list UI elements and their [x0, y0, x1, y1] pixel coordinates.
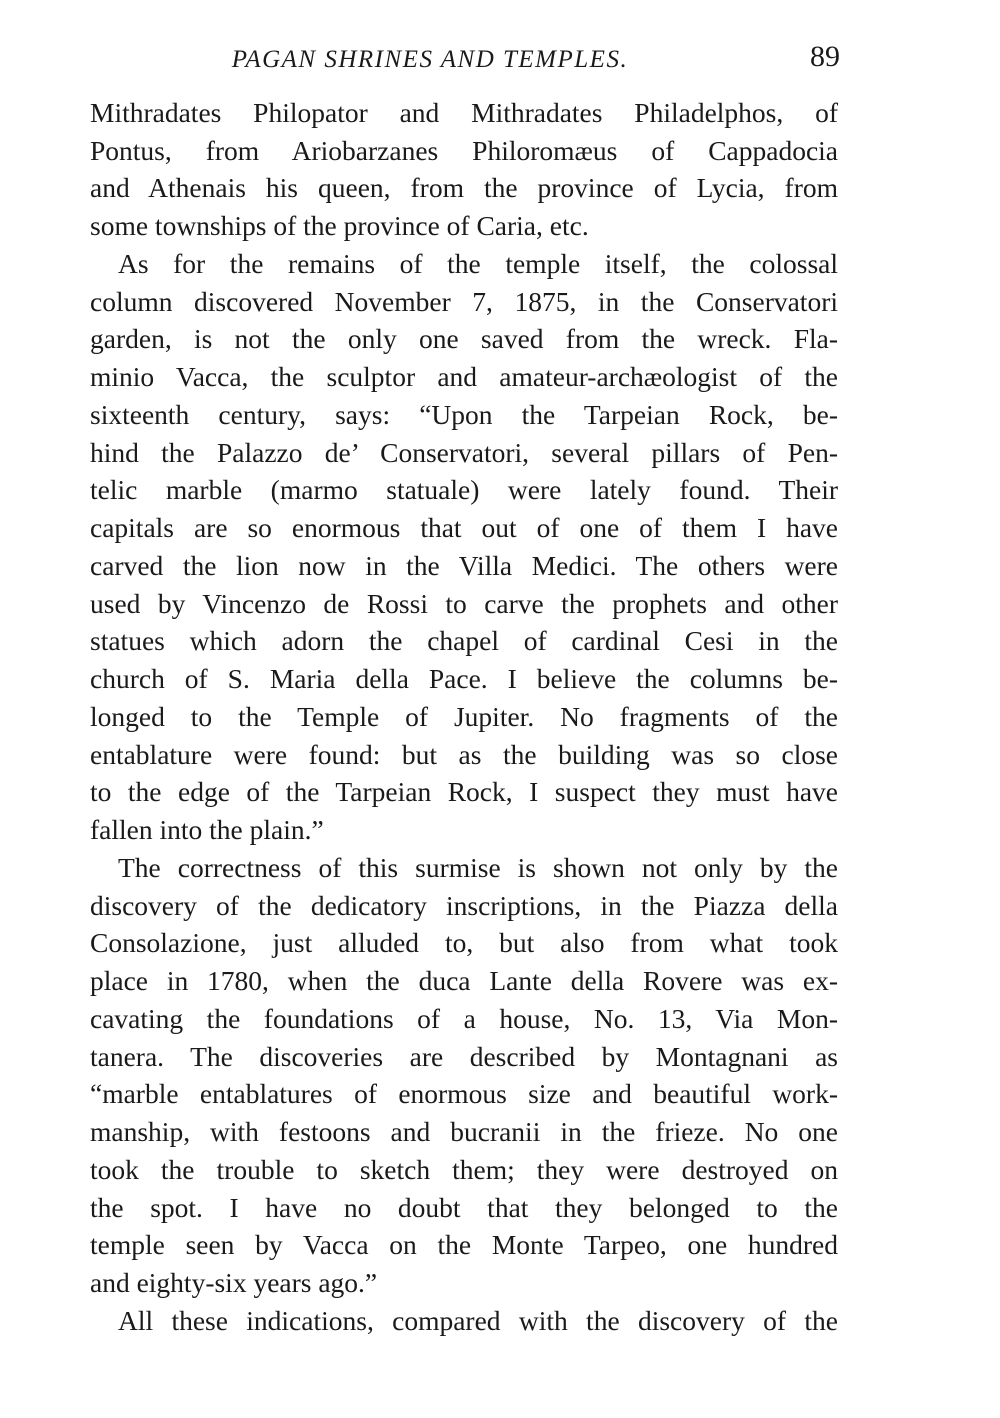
text-line: minio Vacca, the sculptor and amateur-archæologist of the [90, 361, 838, 392]
text-line: temple seen by Vacca on the Monte Tarpeo, one hundred [90, 1229, 838, 1260]
text-line: As for the remains of the temple itself, the colossal [118, 248, 838, 279]
text-line: the spot. I have no doubt that they belonged to the [90, 1192, 838, 1223]
text-line: tanera. The discoveries are described by Montagnani as [90, 1041, 838, 1072]
text-line: column discovered November 7, 1875, in the Conservatori [90, 286, 838, 317]
text-line: church of S. Maria della Pace. I believe the columns be- [90, 663, 838, 694]
text-line: statues which adorn the chapel of cardinal Cesi in the [90, 625, 838, 656]
text-line: “marble entablatures of enormous size and beautiful work- [90, 1078, 838, 1109]
text-line: discovery of the dedicatory inscriptions, in the Piazza della [90, 890, 838, 921]
text-line: sixteenth century, says: “Upon the Tarpeian Rock, be- [90, 399, 838, 430]
text-line: some townships of the province of Caria, etc. [90, 210, 589, 241]
page-number: 89 [810, 40, 840, 73]
text-line: used by Vincenzo de Rossi to carve the prophets and other [90, 588, 838, 619]
running-title: PAGAN SHRINES AND TEMPLES. [231, 46, 629, 73]
text-line: Pontus, from Ariobarzanes Philoromæus of Cappadocia [90, 135, 838, 166]
text-line: All these indications, compared with the discovery of the [118, 1305, 838, 1336]
text-line: manship, with festoons and bucranii in the frieze. No one [90, 1116, 838, 1147]
text-line: Mithradates Philopator and Mithradates Philadelphos, of [90, 97, 838, 128]
text-line: to the edge of the Tarpeian Rock, I suspect they must have [90, 776, 838, 807]
text-line: telic marble (marmo statuale) were lately found. Their [90, 474, 838, 505]
text-line: and eighty-six years ago.” [90, 1267, 378, 1298]
text-line: longed to the Temple of Jupiter. No fragments of the [90, 701, 838, 732]
text-line: garden, is not the only one saved from the wreck. Fla- [90, 323, 838, 354]
text-line: took the trouble to sketch them; they were destroyed on [90, 1154, 838, 1185]
text-line: and Athenais his queen, from the province of Lycia, from [90, 172, 838, 203]
text-line: The correctness of this surmise is shown not only by the [118, 852, 838, 883]
text-line: cavating the foundations of a house, No. 13, Via Mon- [90, 1003, 838, 1034]
text-line: Consolazione, just alluded to, but also from what took [90, 927, 838, 958]
text-line: entablature were found: but as the building was so close [90, 739, 838, 770]
text-line: place in 1780, when the duca Lante della Rovere was ex- [90, 965, 838, 996]
text-line: capitals are so enormous that out of one of them I have [90, 512, 838, 543]
text-line: carved the lion now in the Villa Medici. The others were [90, 550, 838, 581]
text-line: fallen into the plain.” [90, 814, 324, 845]
text-line: hind the Palazzo de’ Conservatori, several pillars of Pen- [90, 437, 838, 468]
running-head [90, 40, 840, 80]
